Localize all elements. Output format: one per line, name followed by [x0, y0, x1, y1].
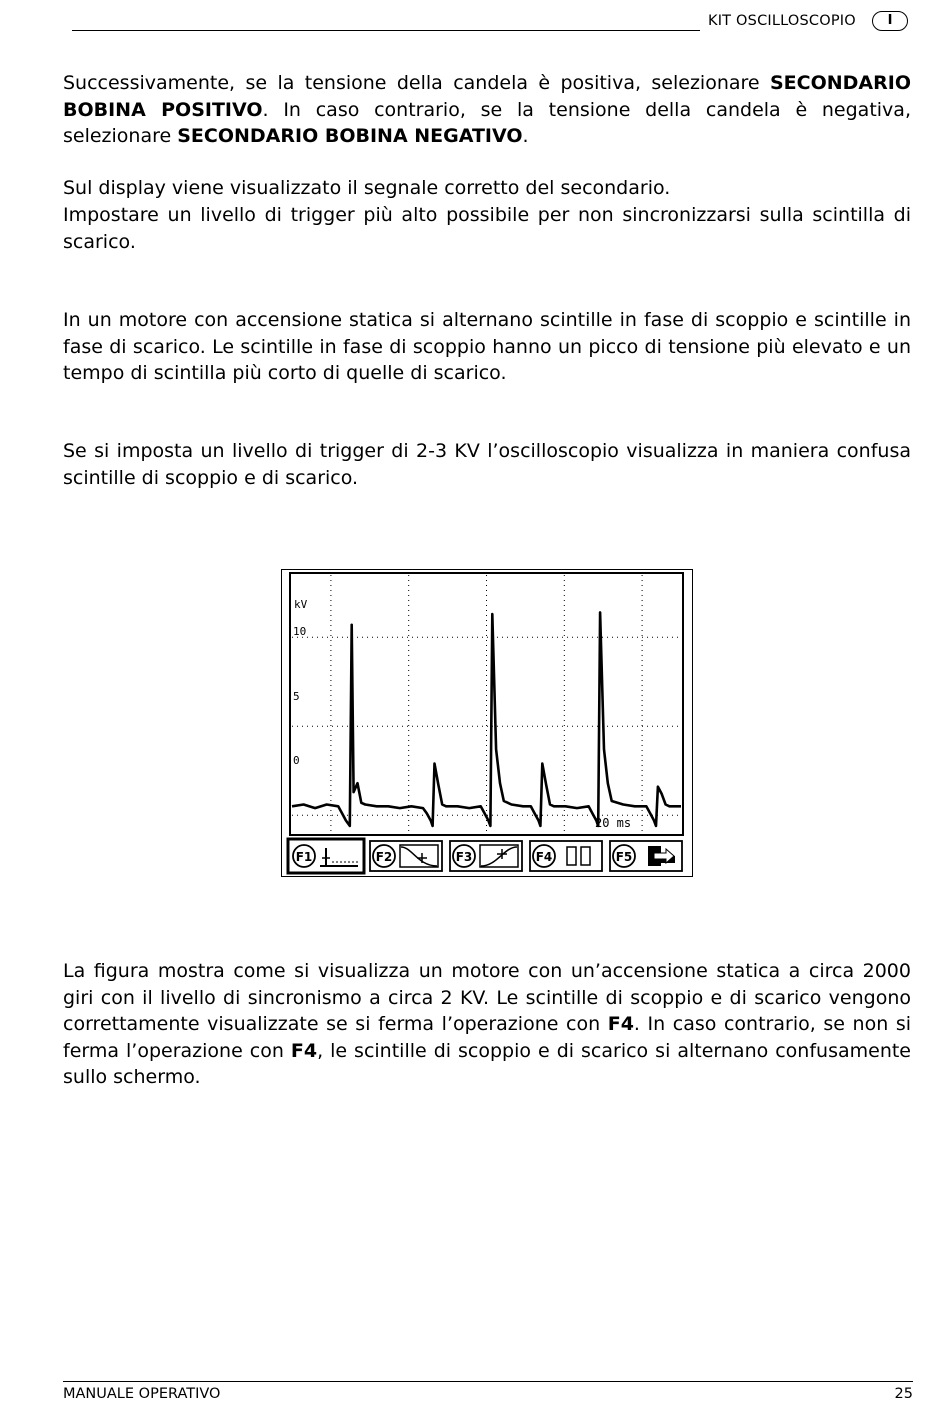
p5-bold-1: F4 [607, 1013, 634, 1035]
paragraph-4: Se si imposta un livello di trigger di 2-3 KV l’oscilloscopio visualizza in maniera confusa scintille di scoppio e di scarico. [63, 440, 911, 489]
function-key-bar [288, 839, 682, 873]
f2-key-label: F2 [375, 850, 393, 864]
f2-key[interactable] [370, 841, 442, 871]
page-footer [63, 1381, 913, 1402]
page-header [72, 10, 910, 36]
p1-bold-2: SECONDARIO BOBINA NEGATIVO [177, 125, 523, 147]
f5-key[interactable] [610, 841, 682, 871]
p5-bold-2: F4 [290, 1039, 318, 1062]
f1-key[interactable] [288, 839, 364, 873]
paragraph-3: In un motore con accensione statica si alternano scintille in fase di scoppio e scintille in fase di scarico. Le scintille in fase di scoppio hanno un picco di tensione più elevato e un tempo di scintilla più corto di quelle di scarico. [63, 309, 911, 384]
oscilloscope-figure [281, 569, 693, 877]
paragraph-2-line-1: Sul display viene visualizzato il segnale corretto del secondario. [63, 177, 671, 199]
language-badge: I [872, 11, 908, 31]
f4-key[interactable] [530, 841, 602, 871]
f3-key[interactable] [450, 841, 522, 871]
f4-key-label: F4 [535, 850, 553, 864]
y-tick-label-0: 0 [293, 754, 300, 767]
y-tick-label-10: 10 [293, 625, 307, 638]
p1-text-3: . [522, 125, 529, 147]
y-tick-label-5: 5 [293, 690, 300, 703]
p1-text-2: . In caso contrario, se la tensione della candela è negativa, selezionare [63, 98, 911, 147]
f1-key-label: F1 [295, 850, 313, 864]
p1-text-1: Successivamente, se la tensione della candela è positiva, selezionare [63, 72, 770, 94]
p5-text-3: , le scintille di scoppio e di scarico si alternano confusamente sullo schermo. [63, 1039, 911, 1088]
paragraph-5 [63, 958, 911, 1091]
p5-text-1: La figura mostra come si visualizza un motore con un’accensione statica a circa 2000 giri con il livello di sincronismo a circa 2 KV. Le scintille di scoppio e di scarico vengono correttamente visualizzate se si ferma l’operazione con [63, 960, 911, 1035]
paragraph-1 [63, 70, 911, 150]
oscilloscope-screen [282, 570, 692, 876]
p5-text-2: . In caso contrario, se non si ferma l’operazione con [63, 1013, 911, 1062]
f3-key-label: F3 [455, 850, 473, 864]
page-number: 25 [894, 1386, 913, 1402]
header-title: KIT OSCILLOSCOPIO [708, 13, 856, 29]
header-rule [72, 30, 700, 31]
f5-key-label: F5 [615, 850, 633, 864]
footer-manual-title: MANUALE OPERATIVO [63, 1386, 221, 1402]
p1-bold-1: SECONDARIO BOBINA POSITIVO [63, 72, 911, 121]
time-scale-label: 20 ms [595, 816, 632, 830]
scope-unit-label: kV [294, 598, 308, 611]
paragraph-2-line-2: Impostare un livello di trigger più alto possibile per non sincronizzarsi sulla scintilla di scarico. [63, 204, 911, 253]
